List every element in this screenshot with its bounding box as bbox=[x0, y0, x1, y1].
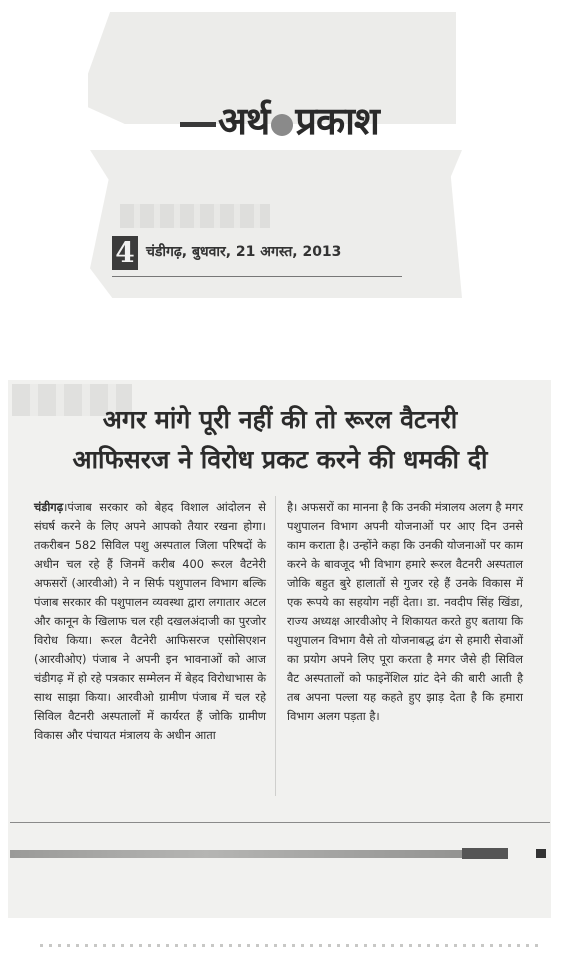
article-body-left: ।पंजाब सरकार को बेहद विशाल आंदोलन से संघर्ष करने के लिए अपने आपको तैयार रखना होगा। तकरीबन 582 सिविल पशु अस्पताल जिला परिषदों के अधीन चल रहे हैं जिनमें करीब 400 रूरल वैटनेरी अफसरों (आरवीओ) ने न सिर्फ पशुपालन विभाग बल्कि पंजाब सरकार की पशुपालन व्यवस्था द्वारा लगातार अटल और कानून के खिलाफ चल रही दखलअंदाजी का पुरजोर विरोध किया। रूरल वैटनेरी आफिसरज एसोसिएशन (आरवीओए) पंजाब ने अपनी इन भावनाओं को आज चंडीगढ़ में हो रहे पत्रकार सम्मेलन में बेहद विरोधाभास के साथ साझा किया। आरवीओ ग्रामीण पंजाब में चल रहे सिविल वैटनरी अस्पतालों में कार्यरत हैं जोकि ग्रामीण विकास और पंचायत मंत्रालय के अधीन आता bbox=[34, 500, 266, 742]
article-place: चंडीगढ़ bbox=[34, 500, 64, 514]
article-column-right bbox=[287, 498, 523, 726]
page-number: 4 bbox=[112, 236, 138, 270]
faded-print-ghost bbox=[120, 204, 270, 228]
dateline-text: चंडीगढ़, बुधवार, 21 अगस्त, 2013 bbox=[146, 244, 342, 260]
footer-bar bbox=[10, 850, 500, 858]
footer-rule bbox=[10, 822, 550, 823]
column-divider bbox=[275, 496, 276, 796]
masthead-title-part1: अर्थ bbox=[218, 98, 270, 143]
headline-line-2: आफिसरज ने विरोध प्रकट करने की धमकी दी bbox=[72, 445, 488, 474]
article-headline bbox=[30, 400, 530, 480]
article-column-left bbox=[34, 498, 266, 745]
footer-bar-tip bbox=[536, 849, 546, 858]
headline-line-1: अगर मांगे पूरी नहीं की तो रूरल वैटनरी bbox=[102, 405, 458, 434]
masthead-dot-icon bbox=[271, 114, 293, 136]
footer-dotted-edge bbox=[40, 944, 540, 947]
footer-bar-end bbox=[462, 848, 508, 859]
masthead-rule bbox=[180, 122, 216, 127]
article-body-right: है। अफसरों का मानना है कि उनकी मंत्रालय अलग है मगर पशुपालन विभाग अपनी योजनाओं पर आए दिन उनसे काम कराता है। उन्होंने कहा कि उनकी योजनाओं पर काम करने के बावजूद भी विभाग हमारे रूरल वैटनरी अस्पताल जोकि बहुत बुरे हालातों से गुजर रहे हैं उनके विकास में एक रूपये का सहयोग नहीं देता। डा. नवदीप सिंह खिंडा, राज्य अध्यक्ष आरवीओए ने शिकायत करते हुए बताया कि पशुपालन विभाग वैसे तो योजनाबद्ध ढंग से हमारी सेवाओं का प्रयोग अपने लिए पूरा करता है मगर जैसे ही सिविल वैट अस्पतालों को फाइनेंशिल ग्रांट देने की बारी आती है तब अपना पल्ला यह कहते हुए झाड़ देता है कि हमारा विभाग अलग पड़ता है। bbox=[287, 500, 523, 723]
dateline-rule bbox=[112, 276, 402, 277]
masthead-title-part2: प्रकाश bbox=[295, 98, 379, 143]
newspaper-masthead bbox=[218, 94, 379, 146]
